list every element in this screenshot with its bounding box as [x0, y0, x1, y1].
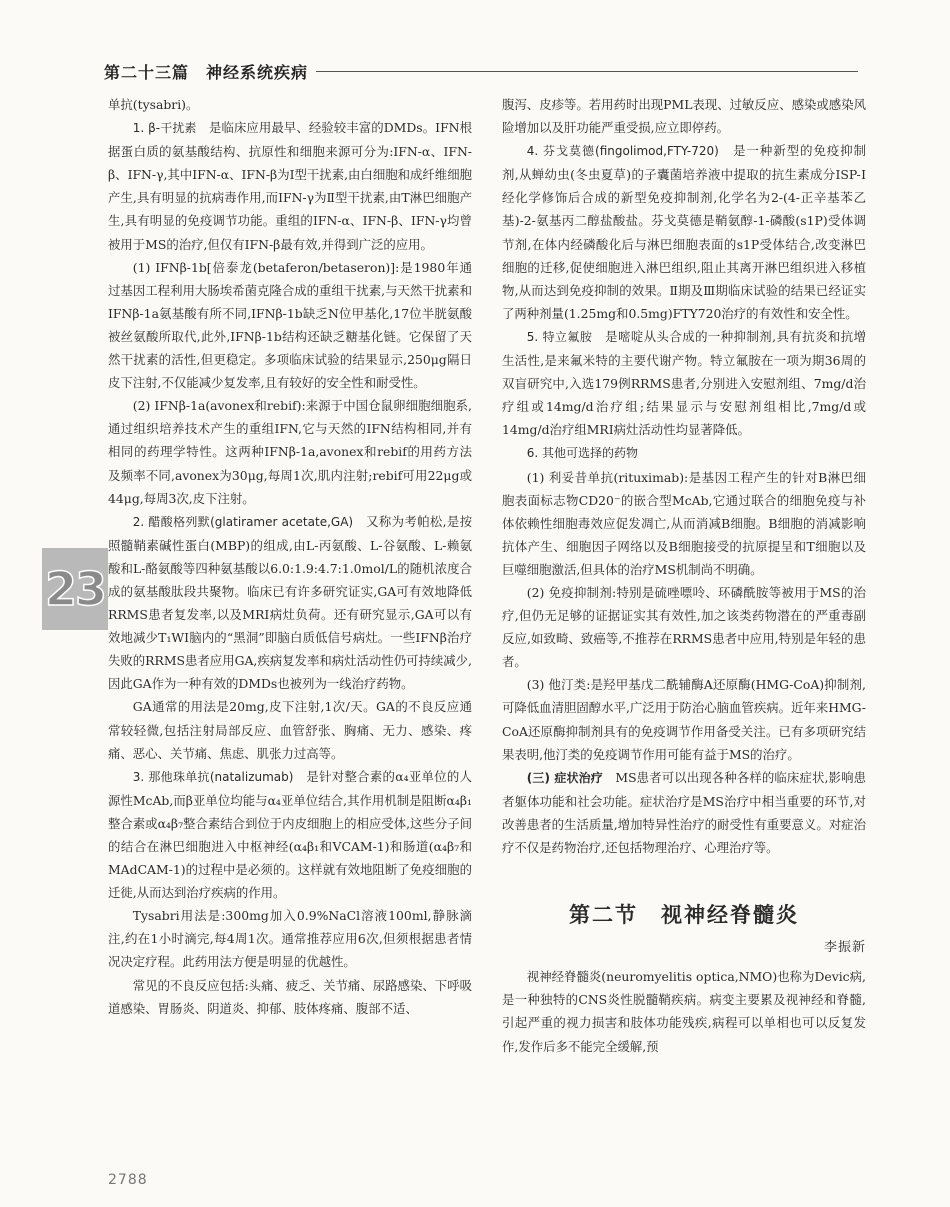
header-title: 第二十三篇 神经系统疾病	[104, 62, 309, 82]
section-author: 李振新	[823, 940, 866, 956]
paragraph-lead: (三) 症状治疗	[526, 770, 603, 785]
paragraph-text: 是针对整合素的α₄亚单位的人源性McAb,而β亚单位均能与α₄亚单位结合,其作用机制是阻断α₄β₁整合素或α₄β₇整合素结合到位于内皮细胞上的相应受体,这些分子间的结合在淋巴细胞进入中枢神经(α₄β₁和VCAM-1)和肠道(α₄β₇和MAdCAM-1)的过程中是必须的。这样就有效地阻断了免疫细胞的迁徙,从而达到治疗疾病的作用。	[108, 768, 472, 901]
paragraph	[502, 466, 866, 581]
paragraph	[502, 93, 866, 139]
paragraph-text: 是一种新型的免疫抑制剂,从蝉幼虫(冬虫夏草)的子囊菌培养液中提取的抗生素成分ISP-Ⅰ经化学修饰后合成的新型免疫抑制剂,化学名为2-(4-正辛基苯乙基)-2-氨基丙二醇盐酸盐。芬戈莫德是鞘氨醇-1-磷酸(s1P)受体调节剂,在体内经磷酸化后与淋巴细胞表面的s1P受体结合,改变淋巴细胞的迁移,促使细胞进入淋巴组织,阻止其离开淋巴组织进入移植物,从而达到免疫抑制的效果。Ⅱ期及Ⅲ期临床试验的结果已经证实了两种剂量(1.25mg和0.5mg)FTY720治疗的有效性和安全性。	[502, 143, 866, 321]
paragraph	[108, 394, 472, 509]
paragraph-text: 视神经脊髓炎(neuromyelitis optica,NMO)也称为Devic病,是一种独特的CNS炎性脱髓鞘疾病。病变主要累及视神经和脊髓,引起严重的视力损害和肢体功能残疾,病程可以单相也可以反复发作,发作后多不能完全缓解,预	[502, 969, 866, 1054]
chapter-tab	[42, 548, 108, 630]
paragraph-lead: 4. 芬戈莫德(fingolimod,FTY-720)	[526, 144, 719, 159]
paragraph-text: MS患者可以出现各种各样的临床症状,影响患者躯体功能和社会功能。症状治疗是MS治疗中相当重要的环节,对改善患者的生活质量,增加特异性治疗的耐受性有重要意义。对症治疗不仅是药物治疗,还包括物理治疗、心理治疗等。	[502, 769, 866, 855]
paragraph-text: 常见的不良反应包括:头痛、疲乏、关节痛、尿路感染、下呼吸道感染、胃肠炎、阴道炎、抑郁、肢体疼痛、腹部不适、	[108, 977, 472, 1016]
right-column	[502, 93, 866, 1163]
paragraph	[502, 581, 866, 673]
paragraph-lead: 5. 特立氟胺	[526, 329, 593, 344]
paragraph	[502, 766, 866, 859]
page-number: 2788	[108, 1172, 148, 1188]
paragraph-lead: 1. β-干扰素	[132, 121, 197, 136]
paragraph	[502, 325, 866, 441]
paragraph	[502, 441, 866, 465]
chapter-number: 23	[44, 562, 105, 616]
paragraph-lead: 3. 那他珠单抗(natalizumab)	[132, 769, 294, 784]
paragraph-text: 是嘧啶从头合成的一种抑制剂,具有抗炎和抗增生活性,是来氟米特的主要代谢产物。特立氟胺在一项为期36周的双盲研究中,入选179例RRMS患者,分别进入安慰剂组、7mg/d治疗组或14mg/d治疗组;结果显示与安慰剂组相比,7mg/d或14mg/d治疗组MRI病灶活动性均显著降低。	[502, 328, 866, 438]
paragraph-text: GA通常的用法是20mg,皮下注射,1次/天。GA的不良反应通常较轻微,包括注射局部反应、血管舒张、胸痛、无力、感染、疼痛、恶心、关节痛、焦虑、肌张力过高等。	[108, 699, 472, 761]
paragraph	[108, 904, 472, 973]
paragraph-text: 又称为考帕松,是按照髓鞘素碱性蛋白(MBP)的组成,由L-丙氨酸、L-谷氨酸、L-赖氨酸和L-酪氨酸等四种氨基酸以6.0:1.9:4.7:1.0mol/L的随机浓度合成的氨基酸肽段共聚物。临床已有许多研究证实,GA可有效地降低RRMS患者复发率,以及MRI病灶负荷。还有研究显示,GA可以有效地减少T₁WI脑内的“黑洞”即脑白质低信号病灶。一些IFNβ治疗失败的RRMS患者应用GA,疾病复发率和病灶活动性仍可持续减少,因此GA作为一种有效的DMDs也被列为一线治疗药物。	[108, 513, 472, 692]
header-rule	[316, 71, 858, 72]
paragraph	[502, 673, 866, 765]
paragraph-text: (3) 他汀类:是羟甲基戊二酰辅酶A还原酶(HMG-CoA)抑制剂,可降低血清胆固醇水平,广泛用于防治心脑血管疾病。近年来HMG-CoA还原酶抑制剂具有的免疫调节作用备受关注。已有多项研究结果表明,他汀类的免疫调节作用可能有益于MS的治疗。	[502, 677, 866, 762]
left-column	[108, 93, 472, 1168]
paragraph-text: (2) IFNβ-1a(avonex和rebif):来源于中国仓鼠卵细胞细胞系,通过组织培养技术产生的重组IFN,它与天然的IFN结构相同,并有相同的药理学特性。这两种IFNβ-1a,avonex和rebif的用药方法及频率不同,avonex为30μg,每周1次,肌内注射;rebif可用22μg或44μg,每周3次,皮下注射。	[108, 398, 472, 506]
paragraph-text: (1) 利妥昔单抗(rituximab):是基因工程产生的针对B淋巴细胞表面标志物CD20⁻的嵌合型McAb,它通过联合的细胞免疫与补体依赖性细胞毒效应促发凋亡,从而消减B细胞。B细胞的消减影响抗体产生、细胞因子网络以及B细胞接受的抗原提呈和T细胞以及巨噬细胞激活,但具体的治疗MS机制尚不明确。	[502, 469, 866, 577]
paragraph-text: (1) IFNβ-1b[倍泰龙(betaferon/betaseron)]:是1980年通过基因工程利用大肠埃希菌克隆合成的重组干扰素,与天然干扰素和IFNβ-1a氨基酸有所不同,IFNβ-1b缺乏N位甲基化,17位半胱氨酸被丝氨酸所取代,此外,IFNβ-1b结构还缺乏糖基化链。它保留了天然干扰素的活性,但更稳定。多项临床试验的结果显示,250μg隔日皮下注射,不仅能减少复发率,且有较好的安全性和耐受性。	[108, 259, 472, 391]
paragraph-lead: 2. 醋酸格列默(glatiramer acetate,GA)	[132, 514, 354, 529]
paragraph	[502, 965, 866, 1057]
paragraph-lead: 6. 其他可选择的药物	[526, 446, 639, 461]
paragraph-text: 是临床应用最早、经验较丰富的DMDs。IFN根据蛋白质的氨基酸结构、抗原性和细胞来源可分为:IFN-α、IFN-β、IFN-γ,其中IFN-α、IFN-β为Ⅰ型干扰素,由白细胞和成纤维细胞产生,具有明显的抗病毒作用,而IFN-γ为Ⅱ型干扰素,由T淋巴细胞产生,具有明显的免疫调节功能。重组的IFN-α、IFN-β、IFN-γ均曾被用于MS的治疗,但仅有IFN-β最有效,并得到广泛的应用。	[108, 120, 472, 252]
paragraph	[108, 974, 472, 1020]
running-header	[104, 58, 858, 84]
paragraph	[108, 765, 472, 905]
paragraph-text: 单抗(tysabri)。	[108, 97, 199, 112]
paragraph	[108, 510, 472, 696]
paragraph-text: 腹泻、皮疹等。若用药时出现PML表现、过敏反应、感染或感染风险增加以及肝功能严重受损,应立即停药。	[502, 97, 866, 136]
paragraph	[108, 695, 472, 764]
paragraph	[108, 256, 472, 395]
paragraph-text: (2) 免疫抑制剂:特别是硫唑嘌呤、环磷酰胺等被用于MS的治疗,但仍无足够的证据证实其有效性,加之该类药物潜在的严重毒副反应,如致畸、致癌等,不推荐在RRMS患者中应用,特别是年轻的患者。	[502, 584, 866, 670]
paragraph	[108, 93, 472, 116]
section-title: 第二节 视神经脊髓炎	[569, 902, 799, 928]
paragraph	[502, 139, 866, 325]
paragraph-text: Tysabri用法是:300mg加入0.9%NaCl溶液100ml,静脉滴注,约在1小时滴完,每4周1次。通常推荐应用6次,但须根据患者情况决定疗程。此药用法方便是明显的优越性。	[108, 908, 472, 970]
paragraph	[108, 116, 472, 256]
